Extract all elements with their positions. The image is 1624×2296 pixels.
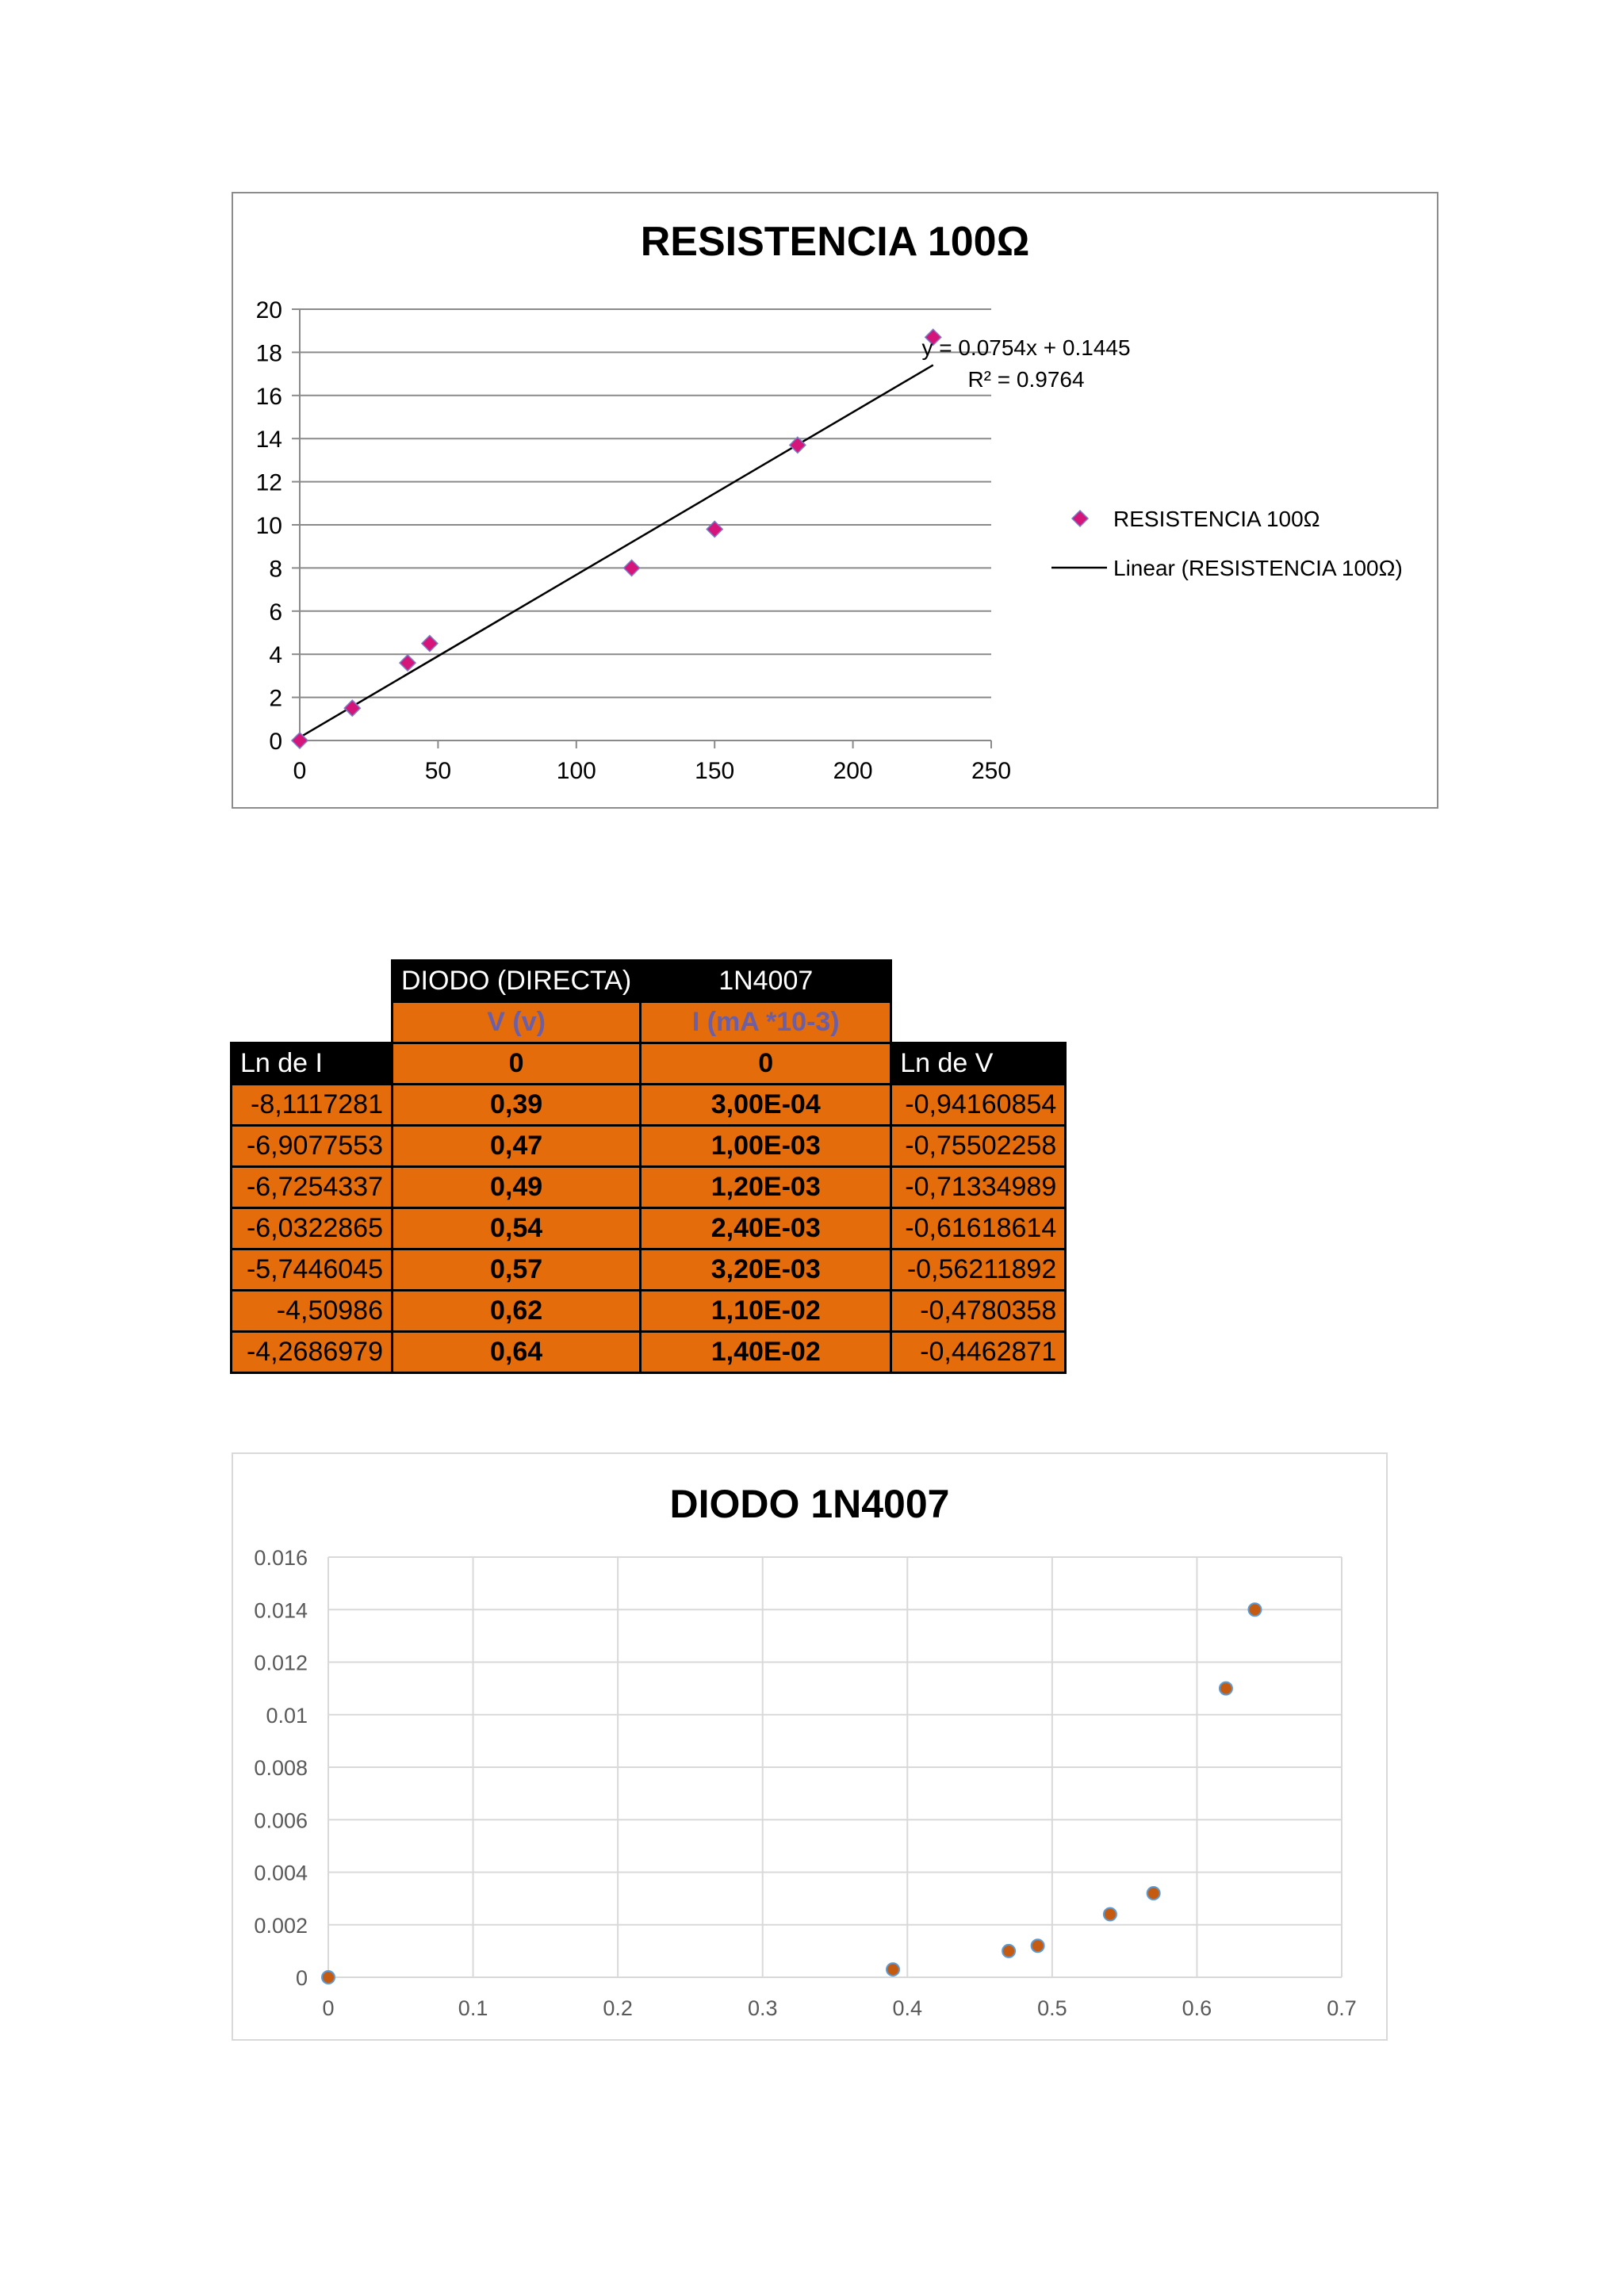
data-point <box>1220 1682 1232 1695</box>
table-header-row <box>232 961 1066 1002</box>
x-tick-label: 250 <box>971 758 1012 784</box>
table-cell-v: 0 <box>393 1043 641 1085</box>
x-tick-label: 0 <box>322 1996 335 2020</box>
data-point <box>707 521 722 537</box>
data-point <box>1147 1887 1160 1900</box>
y-tick-label: 0.008 <box>254 1756 308 1780</box>
table-cell-ln-i: -4,2686979 <box>232 1332 393 1373</box>
table-cell-v: 0,39 <box>393 1085 641 1126</box>
x-tick-label: 50 <box>424 758 452 784</box>
y-tick-label: 12 <box>255 469 282 496</box>
chart-title: RESISTENCIA 100Ω <box>640 219 1030 265</box>
table-cell-ln-i: -6,7254337 <box>232 1167 393 1208</box>
y-tick-label: 4 <box>269 642 282 669</box>
table-cell-i: 0 <box>641 1043 891 1085</box>
x-tick-label: 0 <box>293 758 307 784</box>
legend-label-series: RESISTENCIA 100Ω <box>1113 507 1320 531</box>
table-blank-cell <box>232 961 393 1002</box>
table-cell-ln-i: -6,9077553 <box>232 1126 393 1167</box>
y-tick-label: 0.012 <box>254 1651 308 1675</box>
x-tick-label: 0.1 <box>458 1996 488 2020</box>
x-tick-label: 0.5 <box>1037 1996 1067 2020</box>
diodo-chart <box>232 1452 1388 2041</box>
y-tick-label: 0.002 <box>254 1913 308 1938</box>
table-cell-i: 2,40E-03 <box>641 1208 891 1249</box>
y-tick-label: 0.01 <box>266 1703 308 1728</box>
table-cell-ln-i: -6,0322865 <box>232 1208 393 1249</box>
chart-title: DIODO 1N4007 <box>669 1482 950 1526</box>
table-cell-ln-i: -8,1117281 <box>232 1085 393 1126</box>
table-column-header-row <box>232 1002 1066 1043</box>
table-cell-ln-v: -0,4780358 <box>891 1291 1066 1332</box>
x-tick-label: 0.3 <box>747 1996 778 2020</box>
x-tick-label: 100 <box>556 758 596 784</box>
table-row <box>232 1208 1066 1249</box>
y-tick-label: 20 <box>255 297 282 323</box>
table-row <box>232 1167 1066 1208</box>
x-tick-label: 0.7 <box>1327 1996 1357 2020</box>
table-cell-i: 1,40E-02 <box>641 1332 891 1373</box>
data-point <box>1002 1945 1015 1957</box>
column-header-ln-v: Ln de V <box>891 1043 1066 1085</box>
y-tick-label: 6 <box>269 599 282 626</box>
table-cell-v: 0,54 <box>393 1208 641 1249</box>
diodo-chart-svg <box>233 1454 1386 2039</box>
table-cell-i: 1,10E-02 <box>641 1291 891 1332</box>
x-tick-label: 150 <box>695 758 735 784</box>
table-cell-ln-i: -5,7446045 <box>232 1249 393 1291</box>
data-point <box>400 655 416 671</box>
data-point <box>887 1963 899 1976</box>
table-cell-i: 1,20E-03 <box>641 1167 891 1208</box>
table-cell-v: 0,62 <box>393 1291 641 1332</box>
y-tick-label: 2 <box>269 685 282 712</box>
table-cell-ln-v: -0,4462871 <box>891 1332 1066 1373</box>
diodo-data-table <box>230 959 1067 1374</box>
y-tick-label: 16 <box>255 383 282 410</box>
table-cell-i: 1,00E-03 <box>641 1126 891 1167</box>
table-cell-ln-i: -4,50986 <box>232 1291 393 1332</box>
table-cell-ln-v: -0,94160854 <box>891 1085 1066 1126</box>
table-cell-v: 0,49 <box>393 1167 641 1208</box>
x-tick-label: 0.6 <box>1182 1996 1212 2020</box>
table-row <box>232 1126 1066 1167</box>
trendline-equation: y = 0.0754x + 0.1445 <box>921 335 1131 360</box>
table-model-cell: 1N4007 <box>641 961 891 1002</box>
column-header-ln-i: Ln de I <box>232 1043 393 1085</box>
legend-label-trendline: Linear (RESISTENCIA 100Ω) <box>1113 556 1403 580</box>
table-row <box>232 1332 1066 1373</box>
y-tick-label: 0.006 <box>254 1808 308 1833</box>
column-header-v: V (v) <box>393 1002 641 1043</box>
table-cell-i: 3,00E-04 <box>641 1085 891 1126</box>
table-cell-i: 3,20E-03 <box>641 1249 891 1291</box>
table-cell-v: 0,47 <box>393 1126 641 1167</box>
table-cell-v: 0,64 <box>393 1332 641 1373</box>
table-row <box>232 1249 1066 1291</box>
x-tick-label: 0.4 <box>892 1996 923 2020</box>
table-blank-cell <box>891 1002 1066 1043</box>
y-tick-label: 0 <box>295 1966 308 1990</box>
data-point <box>624 560 640 576</box>
table-blank-cell <box>891 961 1066 1002</box>
y-tick-label: 0.016 <box>254 1546 308 1570</box>
y-tick-label: 10 <box>255 513 282 539</box>
trendline-r2: R² = 0.9764 <box>967 367 1085 392</box>
data-point <box>322 1971 335 1984</box>
table-blank-cell <box>232 1002 393 1043</box>
data-point <box>1248 1603 1261 1616</box>
data-point <box>1032 1939 1044 1952</box>
table-cell-ln-v: -0,61618614 <box>891 1208 1066 1249</box>
table-row <box>232 1291 1066 1332</box>
table-cell-v: 0,57 <box>393 1249 641 1291</box>
resistencia-chart <box>232 192 1438 809</box>
data-point <box>1104 1908 1116 1921</box>
table-row <box>232 1085 1066 1126</box>
x-tick-label: 200 <box>833 758 873 784</box>
trendline <box>300 365 933 737</box>
y-tick-label: 14 <box>255 427 282 453</box>
data-point <box>422 636 438 652</box>
y-tick-label: 0 <box>269 729 282 755</box>
legend-marker-series <box>1072 511 1088 526</box>
y-tick-label: 18 <box>255 340 282 367</box>
column-header-i: I (mA *10-3) <box>641 1002 891 1043</box>
table-cell-ln-v: -0,75502258 <box>891 1126 1066 1167</box>
resistencia-chart-svg <box>233 193 1437 807</box>
x-tick-label: 0.2 <box>603 1996 633 2020</box>
y-tick-label: 0.004 <box>254 1861 308 1885</box>
table-cell-ln-v: -0,71334989 <box>891 1167 1066 1208</box>
table-zero-row <box>232 1043 1066 1085</box>
table-cell-ln-v: -0,56211892 <box>891 1249 1066 1291</box>
data-point <box>790 437 806 453</box>
table-title-cell: DIODO (DIRECTA) <box>393 961 641 1002</box>
y-tick-label: 8 <box>269 556 282 583</box>
y-tick-label: 0.014 <box>254 1598 308 1623</box>
